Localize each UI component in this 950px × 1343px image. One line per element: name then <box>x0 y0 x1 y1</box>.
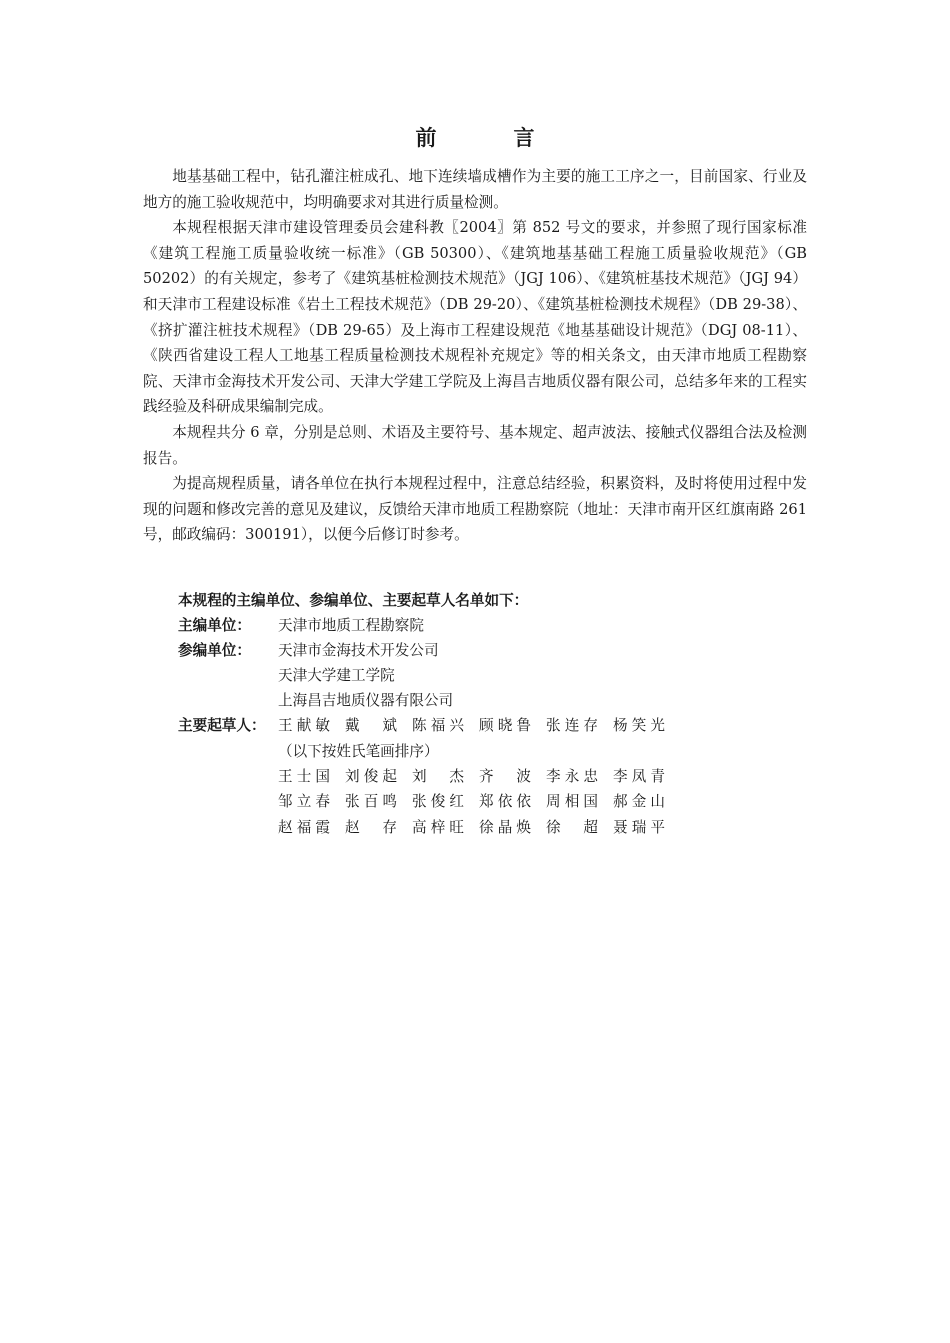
participating-unit-row <box>178 638 738 713</box>
drafter-name: 李永忠 <box>546 767 598 785</box>
drafter-name: 陈福兴 <box>412 717 464 734</box>
preface-paragraph-2: 本规程根据天津市建设管理委员会建科教〖2004〗第 852 号文的要求，并参照了现行国家标准《建筑工程施工质量验收统一标准》（GB 50300）、《建筑地基基础工程施工质量验收规范》（GB 50202）的有关规定，参考了《建筑基桩检测技术规范》（JGJ 106）、《建筑桩基技术规范》（JGJ 94）和天津市工程建设标准《岩土工程技术规范》（DB 29-20）、《建筑基桩检测技术规程》（DB 29-38）、《挤扩灌注桩技术规程》（DB 29-65）及上海市工程建设规范《地基基础设计规范》（DGJ 08-11）、《陕西省建设工程人工地基工程质量检测技术规程补充规定》等的相关条文，由天津市地质工程勘察院、天津市金海技术开发公司、天津大学建工学院及上海昌吉地质仪器有限公司，总结多年来的工程实践经验及科研成果编制完成。 <box>143 219 807 416</box>
participating-unit: 上海昌吉地质仪器有限公司 <box>278 692 454 709</box>
preface-paragraph-1: 地基基础工程中，钻孔灌注桩成孔、地下连续墙成槽作为主要的施工工序之一，目前国家、行业及地方的施工验收规范中，均明确要求对其进行质量检测。 <box>143 168 807 211</box>
drafters-row <box>178 713 738 840</box>
drafter-name: 刘 杰 <box>412 767 464 785</box>
drafter-name: 高梓旺 <box>412 818 464 836</box>
participating-unit: 天津市金海技术开发公司 <box>278 642 439 659</box>
drafter-name: 赵 存 <box>345 818 397 836</box>
preface-paragraph-3: 本规程共分 6 章，分别是总则、术语及主要符号、基本规定、超声波法、接触式仪器组合法及检测报告。 <box>143 423 807 467</box>
participating-unit-label: 参编单位： <box>178 642 251 659</box>
drafters-row-2 <box>278 789 738 815</box>
drafters-values <box>278 713 738 840</box>
drafter-name: 张连存 <box>546 717 598 734</box>
drafter-name: 郑依依 <box>479 793 531 810</box>
preface-paragraph-4: 为提高规程质量，请各单位在执行本规程过程中，注意总结经验，积累资料，及时将使用过程中发现的问题和修改完善的意见及建议，反馈给天津市地质工程勘察院（地址：天津市南开区红旗南路 261 号，邮政编码：300191），以便今后修订时参考。 <box>143 475 807 544</box>
drafter-name: 刘俊起 <box>345 767 397 785</box>
drafter-name: 齐 波 <box>479 767 531 785</box>
participating-unit: 天津大学建工学院 <box>278 667 395 684</box>
chief-unit: 天津市地质工程勘察院 <box>278 617 424 634</box>
drafter-name: 王士国 <box>278 767 330 785</box>
drafter-name: 邹立春 <box>278 793 330 810</box>
drafters-first-row <box>278 713 738 739</box>
chief-unit-row <box>178 613 738 638</box>
drafter-name: 李凤青 <box>613 767 665 785</box>
drafters-order-note: （以下按姓氏笔画排序） <box>278 742 439 760</box>
drafter-name: 聂瑞平 <box>613 818 665 836</box>
drafters-row-1 <box>278 764 738 790</box>
drafter-name: 赵福霞 <box>278 818 330 836</box>
drafter-name: 顾晓鲁 <box>479 717 531 734</box>
drafter-name: 戴 斌 <box>345 717 397 734</box>
credits-section <box>178 588 738 840</box>
drafter-name: 张百鸣 <box>345 793 397 810</box>
drafter-name: 张俊红 <box>412 793 464 810</box>
chief-unit-label: 主编单位： <box>178 617 251 634</box>
drafter-name: 徐晶焕 <box>479 818 531 836</box>
drafter-name: 周相国 <box>546 793 598 810</box>
drafters-label: 主要起草人： <box>178 717 266 734</box>
chief-unit-values <box>278 613 738 638</box>
drafters-row-3 <box>278 815 738 841</box>
participating-unit-values <box>278 638 738 713</box>
drafter-name: 王献敏 <box>278 717 330 734</box>
drafter-name: 郝金山 <box>613 793 665 810</box>
page-title: 前 言 <box>415 125 563 150</box>
preface-body <box>143 164 807 548</box>
drafter-name: 杨笑光 <box>613 717 665 734</box>
credits-heading: 本规程的主编单位、参编单位、主要起草人名单如下： <box>178 592 529 609</box>
drafter-name: 徐 超 <box>546 818 598 836</box>
